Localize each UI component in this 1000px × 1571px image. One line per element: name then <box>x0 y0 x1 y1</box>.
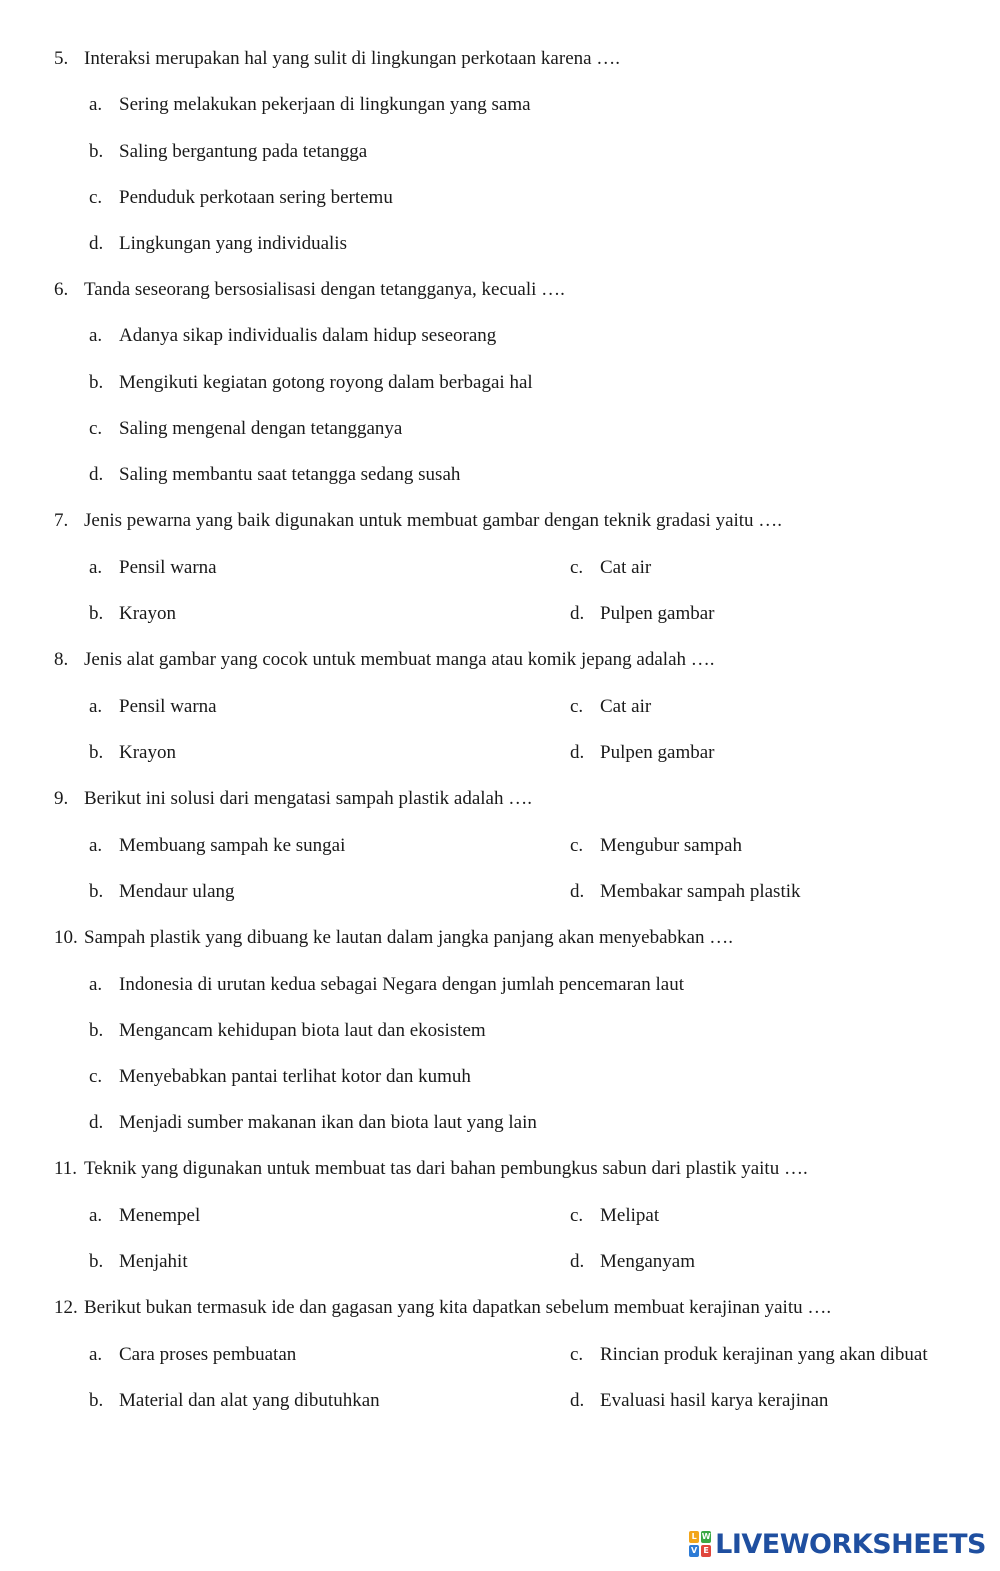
option-text: Cat air <box>600 696 652 717</box>
option-letter: a. <box>89 835 103 856</box>
liveworksheets-logo-icon <box>689 1531 711 1557</box>
option-letter: c. <box>570 835 584 856</box>
option-text: Mendaur ulang <box>119 881 235 902</box>
option-letter: b. <box>89 1390 104 1411</box>
option-text: Membuang sampah ke sungai <box>119 835 346 856</box>
option-12c[interactable] <box>0 1342 1000 1368</box>
question-number: 7. <box>54 510 69 531</box>
brand-name: LIVEWORKSHEETS <box>715 1528 986 1560</box>
question-number: 10. <box>54 927 78 948</box>
option-text: Lingkungan yang individualis <box>119 233 347 254</box>
option-text: Krayon <box>119 603 176 624</box>
liveworksheets-logo <box>689 1527 986 1561</box>
question-text: Jenis alat gambar yang cocok untuk membuat manga atau komik jepang adalah …. <box>84 649 715 670</box>
option-letter: c. <box>570 1344 584 1365</box>
option-text: Pensil warna <box>119 557 217 578</box>
option-text: Menempel <box>119 1205 201 1226</box>
option-letter: b. <box>89 1251 104 1272</box>
question-number: 8. <box>54 649 69 670</box>
question-text: Teknik yang digunakan untuk membuat tas dari bahan pembungkus sabun dari plastik yaitu …. <box>84 1158 808 1179</box>
option-text: Mengubur sampah <box>600 835 742 856</box>
option-letter: d. <box>570 881 585 902</box>
question-text: Tanda seseorang bersosialisasi dengan tetangganya, kecuali …. <box>84 279 565 300</box>
option-letter: a. <box>89 325 103 346</box>
question-text: Berikut bukan termasuk ide dan gagasan yang kita dapatkan sebelum membuat kerajinan yaitu …. <box>84 1297 832 1318</box>
option-letter: b. <box>89 603 104 624</box>
option-letter: c. <box>570 696 584 717</box>
question-number: 12. <box>54 1297 78 1318</box>
option-text: Pulpen gambar <box>600 603 715 624</box>
option-text: Saling membantu saat tetangga sedang susah <box>119 464 461 485</box>
option-letter: c. <box>89 418 103 439</box>
option-letter: c. <box>89 1066 103 1087</box>
option-letter: d. <box>570 1390 585 1411</box>
option-9c[interactable] <box>0 833 1000 859</box>
option-text: Pensil warna <box>119 696 217 717</box>
option-letter: b. <box>89 881 104 902</box>
question-text: Interaksi merupakan hal yang sulit di lingkungan perkotaan karena …. <box>84 48 621 69</box>
option-text: Indonesia di urutan kedua sebagai Negara dengan jumlah pencemaran laut <box>119 974 685 995</box>
option-text: Rincian produk kerajinan yang akan dibuat <box>600 1344 928 1365</box>
option-text: Penduduk perkotaan sering bertemu <box>119 187 393 208</box>
logo-tile-l: L <box>689 1531 699 1543</box>
option-11d[interactable] <box>0 1249 1000 1275</box>
option-letter: a. <box>89 94 103 115</box>
option-text: Saling mengenal dengan tetangganya <box>119 418 403 439</box>
option-letter: d. <box>89 1112 104 1133</box>
option-9d[interactable] <box>0 879 1000 905</box>
option-text: Melipat <box>600 1205 660 1226</box>
option-text: Saling bergantung pada tetangga <box>119 141 368 162</box>
option-text: Adanya sikap individualis dalam hidup seseorang <box>119 325 497 346</box>
option-text: Evaluasi hasil karya kerajinan <box>600 1390 829 1411</box>
option-11c[interactable] <box>0 1203 1000 1229</box>
option-letter: a. <box>89 696 103 717</box>
logo-tile-v: V <box>691 1546 698 1555</box>
option-12d[interactable] <box>0 1388 1000 1414</box>
option-letter: c. <box>570 557 584 578</box>
logo-tile-w: W <box>701 1532 711 1541</box>
option-text: Krayon <box>119 742 176 763</box>
option-letter: b. <box>89 141 104 162</box>
option-8c[interactable] <box>0 694 1000 720</box>
option-text: Menjahit <box>119 1251 188 1272</box>
option-text: Cara proses pembuatan <box>119 1344 297 1365</box>
option-letter: d. <box>89 464 104 485</box>
option-letter: a. <box>89 557 103 578</box>
question-number: 6. <box>54 279 69 300</box>
option-text: Mengikuti kegiatan gotong royong dalam berbagai hal <box>119 372 533 393</box>
option-letter: c. <box>570 1205 584 1226</box>
option-8d[interactable] <box>0 740 1000 766</box>
option-text: Sering melakukan pekerjaan di lingkungan yang sama <box>119 94 531 115</box>
option-text: Cat air <box>600 557 652 578</box>
option-text: Menganyam <box>600 1251 695 1272</box>
option-text: Pulpen gambar <box>600 742 715 763</box>
option-letter: b. <box>89 1020 104 1041</box>
option-letter: c. <box>89 187 103 208</box>
option-7d[interactable] <box>0 601 1000 627</box>
question-text: Sampah plastik yang dibuang ke lautan dalam jangka panjang akan menyebabkan …. <box>84 927 733 948</box>
option-text: Menyebabkan pantai terlihat kotor dan kumuh <box>119 1066 471 1087</box>
question-number: 9. <box>54 788 69 809</box>
option-letter: d. <box>570 1251 585 1272</box>
option-text: Material dan alat yang dibutuhkan <box>119 1390 380 1411</box>
option-7c[interactable] <box>0 555 1000 581</box>
option-text: Menjadi sumber makanan ikan dan biota laut yang lain <box>119 1112 537 1133</box>
option-letter: d. <box>89 233 104 254</box>
option-text: Mengancam kehidupan biota laut dan ekosistem <box>119 1020 486 1041</box>
option-letter: a. <box>89 974 103 995</box>
option-letter: d. <box>570 603 585 624</box>
question-number: 5. <box>54 48 69 69</box>
question-number: 11. <box>54 1158 78 1179</box>
question-text: Jenis pewarna yang baik digunakan untuk membuat gambar dengan teknik gradasi yaitu …. <box>84 510 783 531</box>
option-letter: b. <box>89 742 104 763</box>
option-letter: a. <box>89 1205 103 1226</box>
option-letter: b. <box>89 372 104 393</box>
option-text: Membakar sampah plastik <box>600 881 801 902</box>
option-letter: a. <box>89 1344 103 1365</box>
option-letter: d. <box>570 742 585 763</box>
question-text: Berikut ini solusi dari mengatasi sampah plastik adalah …. <box>84 788 532 809</box>
logo-tile-e: E <box>701 1545 711 1557</box>
